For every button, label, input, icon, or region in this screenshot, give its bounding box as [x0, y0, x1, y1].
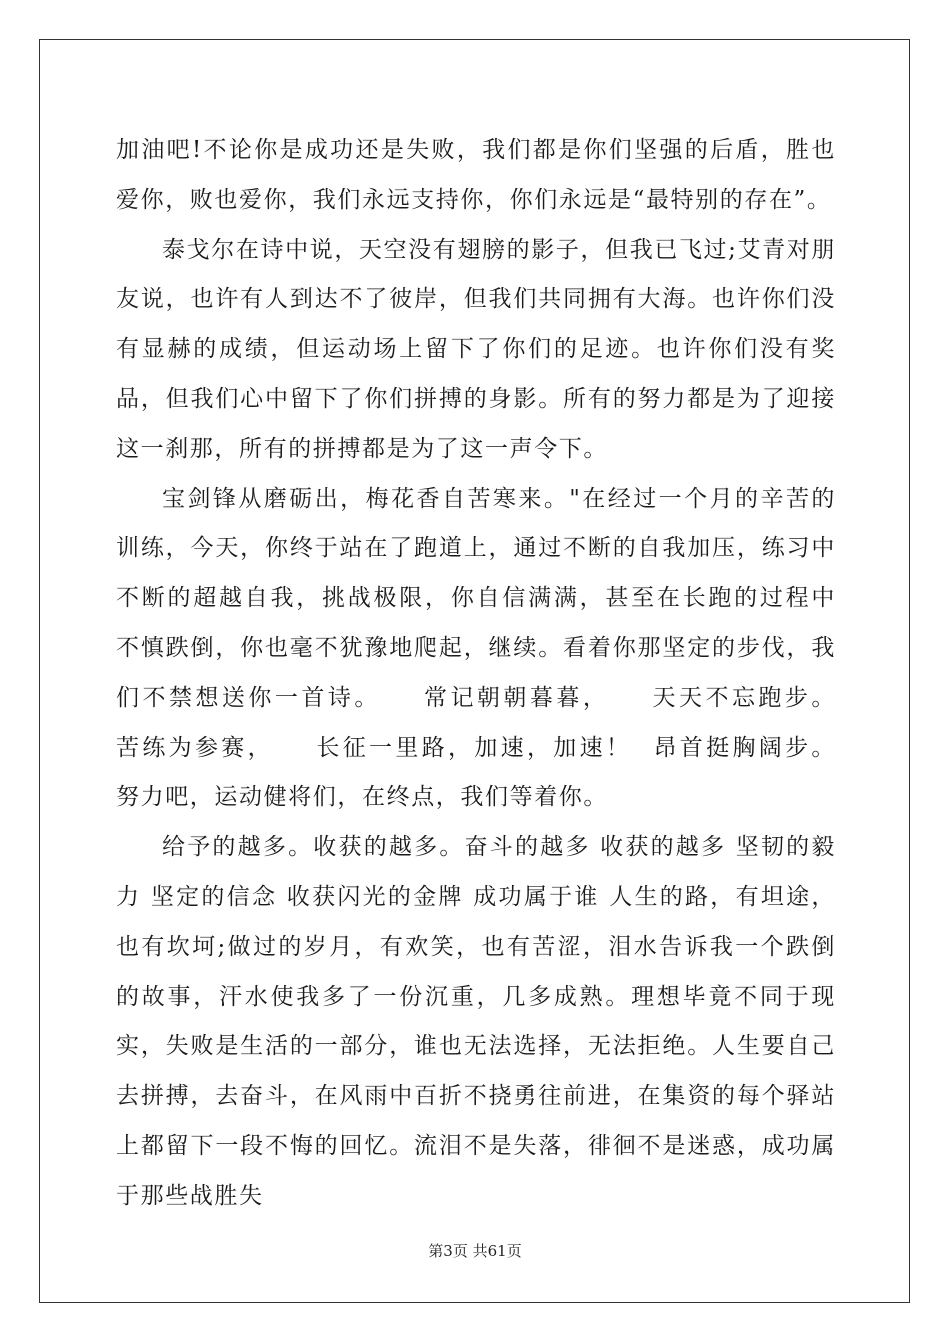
- paragraph-2: 泰戈尔在诗中说，天空没有翅膀的影子，但我已飞过;艾青对朋友说，也许有人到达不了彼岸，但我们共同拥有大海。也许你们没有显赫的成绩，但运动场上留下了你们的足迹。也许你们没有奖品，但我们心中留下了你们拼搏的身影。所有的努力都是为了迎接这一刹那，所有的拼搏都是为了这一声令下。: [116, 236, 836, 462]
- paragraph-4: 给予的越多。收获的越多。奋斗的越多 收获的越多 坚韧的毅力 坚定的信念 收获闪光的金牌 成功属于谁 人生的路，有坦途，也有坎坷;做过的岁月，有欢笑，也有苦涩，泪水告诉我一个跌倒的故事，汗水使我多了一份沉重，几多成熟。理想毕竟不同于现实，失败是生活的一部分，谁也无法选择，无法拒绝。人生要自己去拼搏，去奋斗，在风雨中百折不挠勇往前进，在集资的每个驿站上都留下一段不悔的回忆。流泪不是失落，徘徊不是迷惑，成功属于那些战胜失: [116, 834, 836, 1209]
- document-body: [116, 126, 872, 1222]
- paragraph-3: 宝剑锋从磨砺出，梅花香自苦寒来。"在经过一个月的辛苦的训练，今天，你终于站在了跑道上，通过不断的自我加压，练习中不断的超越自我，挑战极限，你自信满满，甚至在长跑的过程中 不慎跌倒，你也毫不犹豫地爬起，继续。看着你那坚定的步伐，我们不禁想送你一首诗。 常记朝朝暮暮， 天天不忘跑步。 苦练为参赛， 长征一里路，加速，加速！ 昂首挺胸阔步。 努力吧，运动健将们，在终点，我们等着你。: [116, 485, 872, 811]
- paragraph-1: 加油吧!不论你是成功还是失败，我们都是你们坚强的后盾，胜也爱你，败也爱你，我们永远支持你，你们永远是“最特别的存在”。: [116, 137, 836, 213]
- page-number-footer: 第3页 共61页: [428, 1242, 522, 1260]
